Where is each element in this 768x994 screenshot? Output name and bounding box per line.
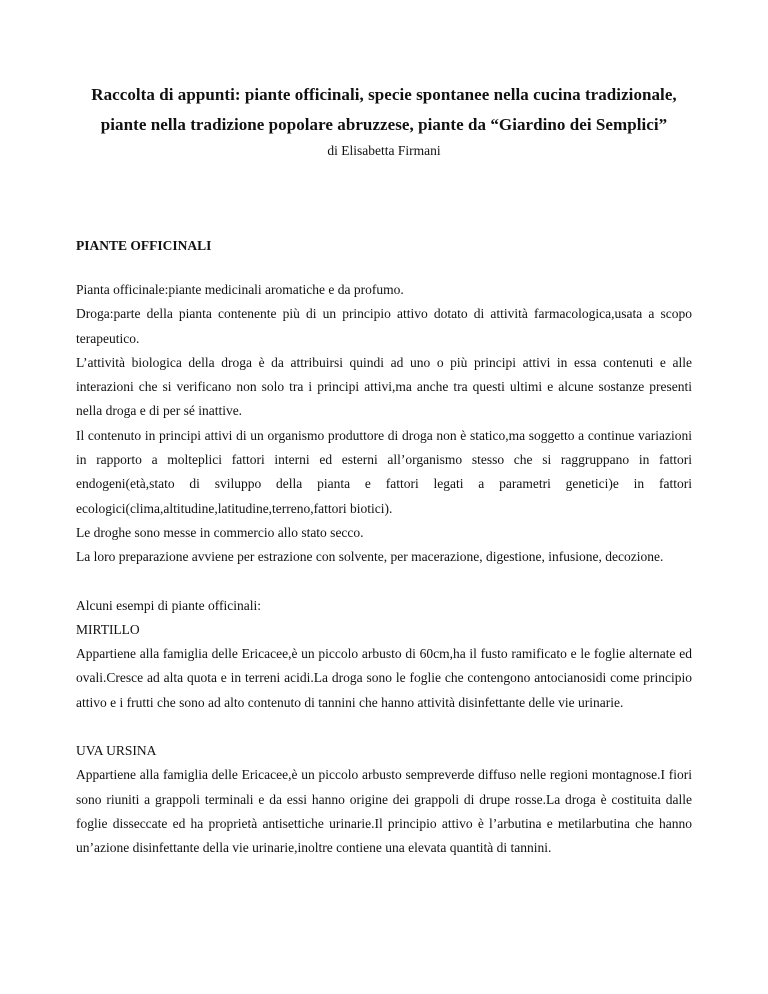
paragraph: Le droghe sono messe in commercio allo stato secco.: [76, 524, 364, 540]
paragraph: Pianta officinale:piante medicinali aromatiche e da profumo.: [76, 282, 404, 297]
plant-name: UVA URSINA: [76, 743, 157, 759]
plant-entry-uva-ursina: [76, 739, 692, 860]
section-body: [76, 278, 692, 570]
paragraph: Droga:parte della pianta contenente più di un principio attivo dotato di attività farmacologica,usata a scopo terapeutico.: [76, 306, 692, 346]
plant-entry-mirtillo: [76, 618, 692, 715]
plant-description: Appartiene alla famiglia delle Ericacee,è un piccolo arbusto di 60cm,ha il fusto ramificato e le foglie alternate ed ovali.Cresce ad alta quota e in terreni acidi.La droga sono le foglie che contengono antocianosidi come principio attivo e i frutti che sono ad alto contenuto di tannini che hanno attività disinfettante delle vie urinarie.: [76, 646, 692, 710]
paragraph: Il contenuto in principi attivi di un organismo produttore di droga non è statico,ma soggetto a continue variazioni in rapporto a molteplici fattori interni ed esterni all’organismo stesso che si raggruppano in fattori endogeni(età,stato di sviluppo della pianta e fattori legati a parametri genetici)e in fattori ecologici(clima,altitudine,latitudine,terreno,fattori biotici).: [76, 427, 692, 516]
plant-name: MIRTILLO: [76, 621, 140, 637]
paragraph: La loro preparazione avviene per estrazione con solvente, per macerazione, digestione, infusione, decozione.: [76, 549, 664, 565]
section-heading: PIANTE OFFICINALI: [76, 238, 212, 253]
document-title-line-1: Raccolta di appunti: piante officinali, specie spontanee nella cucina tradizionale,: [91, 85, 677, 104]
document-title-line-2: piante nella tradizione popolare abruzzese, piante da “Giardino dei Semplici”: [100, 115, 668, 134]
document-author: di Elisabetta Firmani: [327, 143, 441, 158]
plant-description: Appartiene alla famiglia delle Ericacee,è un piccolo arbusto sempreverde diffuso nelle regioni montagnose.I fiori sono riuniti a grappoli terminali e da essi hanno origine dei grappoli di drupe rosse.La droga è costituita dalle foglie disseccate ed ha proprietà antisettiche urinarie.Il principio attivo è l’arbutina e metilarbutina che hanno un’azione disinfettante della vie urinarie,inoltre contiene una elevata quantità di tannini.: [76, 767, 692, 856]
paragraph: L’attività biologica della droga è da attribuirsi quindi ad uno o più principi attivi in essa contenuti e alle interazioni che si verificano non solo tra i principi attivi,ma anche tra questi ultimi e alcune sostanze presenti nella droga e di per sé inattive.: [76, 354, 692, 419]
examples-intro: Alcuni esempi di piante officinali:: [76, 597, 261, 613]
